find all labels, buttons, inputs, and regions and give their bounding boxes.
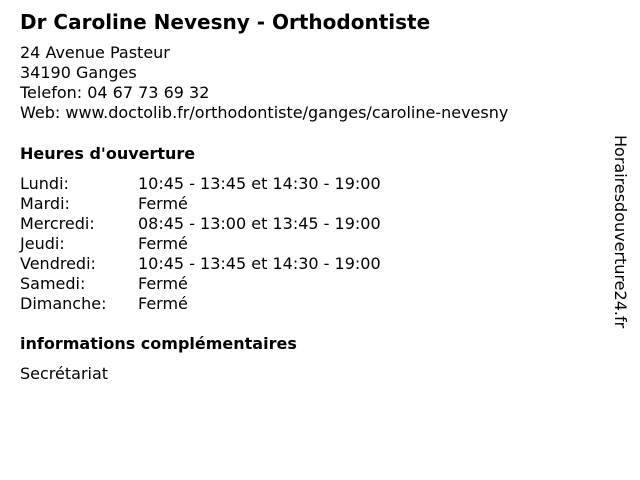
hours-row-friday	[20, 254, 381, 274]
address-block	[20, 43, 508, 123]
day-hours: 10:45 - 13:45 et 14:30 - 19:00	[138, 254, 381, 273]
hours-row-tuesday	[20, 194, 381, 214]
day-label: Vendredi:	[20, 254, 96, 273]
additional-info-text: Secrétariat	[20, 364, 109, 383]
opening-hours-table	[20, 174, 381, 314]
hours-row-thursday	[20, 234, 381, 254]
hours-row-monday	[20, 174, 381, 194]
day-label: Lundi:	[20, 174, 69, 193]
page-title: Dr Caroline Nevesny - Orthodontiste	[20, 10, 431, 34]
hours-row-sunday	[20, 294, 381, 314]
opening-hours-heading: Heures d'ouverture	[20, 144, 196, 163]
hours-row-wednesday	[20, 214, 381, 234]
site-watermark: Horairesdouverture24.fr	[611, 135, 630, 329]
city: 34190 Ganges	[20, 63, 137, 82]
day-hours: Fermé	[138, 234, 188, 253]
additional-info-heading: informations complémentaires	[20, 334, 297, 353]
website: Web: www.doctolib.fr/orthodontiste/ganges/caroline-nevesny	[20, 103, 509, 122]
day-label: Dimanche:	[20, 294, 107, 313]
day-hours: Fermé	[138, 194, 188, 213]
day-hours: 10:45 - 13:45 et 14:30 - 19:00	[138, 174, 381, 193]
day-hours: 08:45 - 13:00 et 13:45 - 19:00	[138, 214, 381, 233]
day-label: Mardi:	[20, 194, 70, 213]
hours-row-saturday	[20, 274, 381, 294]
day-label: Mercredi:	[20, 214, 95, 233]
street-address: 24 Avenue Pasteur	[20, 43, 170, 62]
day-label: Samedi:	[20, 274, 86, 293]
day-hours: Fermé	[138, 274, 188, 293]
day-hours: Fermé	[138, 294, 188, 313]
phone-number: Telefon: 04 67 73 69 32	[20, 83, 210, 102]
day-label: Jeudi:	[20, 234, 65, 253]
